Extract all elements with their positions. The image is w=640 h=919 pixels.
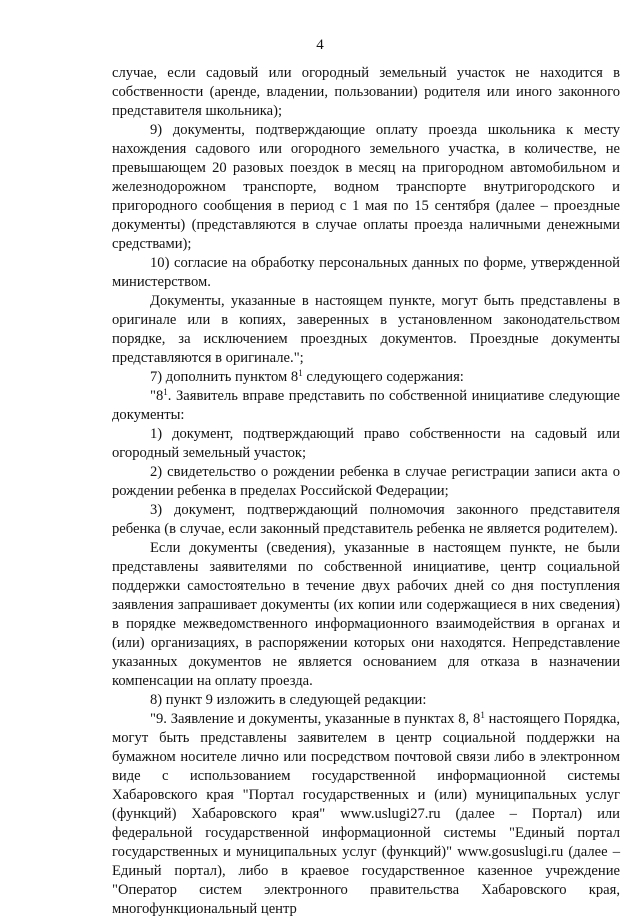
paragraph (112, 254, 620, 292)
paragraph-text: 8) пункт 9 изложить в следующей редакции: (150, 692, 427, 708)
paragraph (112, 387, 620, 425)
paragraph-text: 7) дополнить пунктом 8 (150, 369, 299, 385)
superscript: 1 (298, 368, 303, 378)
paragraph-text: Если документы (сведения), указанные в настоящем пункте, не были представлены заявителями по собственной инициативе, центр социальной поддержки самостоятельно в течение двух рабочих дней со дня поступления заявления запрашивает документы (их копии или содержащиеся в них сведения) в порядке межведомственного информационного взаимодействия в органах и (или) организациях, в распоряжении которых они находятся. Непредставление указанных документов не является основанием для отказа в назначении компенсации на оплату проезда. (112, 540, 620, 689)
paragraph (112, 368, 620, 387)
paragraph-text: "8 (150, 388, 164, 404)
paragraph (112, 463, 620, 501)
paragraph (112, 292, 620, 368)
paragraph-text: 9) документы, подтверждающие оплату проезда школьника к месту нахождения садового или огородного земельного участка, в количестве, не превышающем 20 разовых поездок в месяц на пригородном автомобильном и железнодорожном транспорте, водном транспорте внутригородского и пригородного сообщения в период с 1 мая по 15 сентября (далее – проездные документы) (представляются в случае оплаты проезда наличными денежными средствами); (112, 122, 620, 252)
paragraph-text: Документы, указанные в настоящем пункте, могут быть представлены в оригинале или в копиях, заверенных в установленном законодательством порядке, за исключением проездных документов. Проездные документы представляются в оригинале."; (112, 293, 620, 366)
paragraph (112, 691, 620, 710)
paragraph (112, 64, 620, 121)
paragraph-text: 1) документ, подтверждающий право собственности на садовый или огородный земельный участок; (112, 426, 620, 461)
paragraph (112, 539, 620, 691)
document-body (112, 64, 620, 919)
superscript: 1 (163, 387, 168, 397)
paragraph-text: случае, если садовый или огородный земельный участок не находится в собственности (аренде, владении, пользовании) родителя или иного законного представителя школьника); (112, 65, 620, 119)
paragraph (112, 121, 620, 254)
paragraph (112, 710, 620, 919)
page-number: 4 (316, 37, 324, 53)
paragraph-text: 3) документ, подтверждающий полномочия законного представителя ребенка (в случае, если законный представитель ребенка не является родителем). (112, 502, 620, 537)
paragraph (112, 501, 620, 539)
superscript: 1 (480, 710, 485, 720)
paragraph (112, 425, 620, 463)
paragraph-text: "9. Заявление и документы, указанные в пунктах 8, 8 (150, 711, 481, 727)
paragraph-text-continued: следующего содержания: (302, 369, 464, 385)
paragraph-text-continued: настоящего Порядка, могут быть представлены заявителем в центр социальной поддержки на бумажном носителе лично или посредством почтовой связи либо в электронном виде с использованием государственной информационной системы Хабаровского края "Портал государственных и (или) муниципальных услуг (функций) Хабаровского края" www.uslugi27.ru (далее – Портал) или федеральной государственной информационной системы "Единый портал государственных и муниципальных услуг (функций)" www.gosuslugi.ru (далее – Единый портал), либо в краевое государственное казенное учреждение "Оператор систем электронного правительства Хабаровского края, многофункциональный центр (112, 711, 620, 917)
paragraph-text: 10) согласие на обработку персональных данных по форме, утвержденной министерством. (112, 255, 620, 290)
paragraph-text: 2) свидетельство о рождении ребенка в случае регистрации записи акта о рождении ребенка в пределах Российской Федерации; (112, 464, 620, 499)
paragraph-text-continued: . Заявитель вправе представить по собственной инициативе следующие документы: (112, 388, 620, 423)
